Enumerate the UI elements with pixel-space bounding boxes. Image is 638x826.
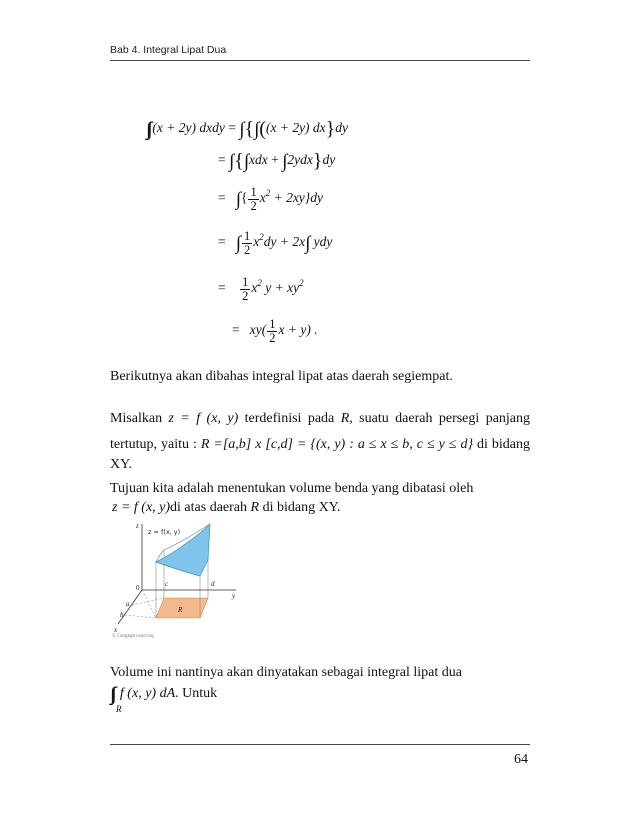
equation-line-1: ∫∫ (x + 2y) dxdy = ∫ {∫ ((x + 2y) dx}dy [146,118,349,140]
equation-line-4: = ∫ $\frac{1}{2}$ $x^2dy + 2x\int$ ydy [218,229,333,257]
paragraph-xy: XY. [110,457,132,472]
axis-x-label: x [114,626,118,634]
origin-label: 0 [136,584,140,592]
paragraph-tujuan: Tujuan kita adalah menentukan volume benda yang dibatasi oleh [110,481,474,496]
paragraph-z-above: z = f (x, y)di atas daerah R di bidang XY. [112,500,341,515]
math-z-fxy: z = f (x, y) [168,411,239,426]
label-d: d [211,580,215,588]
header-rule [110,60,530,61]
fraction-half: $\frac{1}{2}$ [243,229,251,257]
label-c: c [165,580,169,588]
integral-subscript-R: R [116,704,122,714]
fraction-half: $\frac{1}{2}$ [242,275,249,303]
footer-rule [110,744,530,745]
surface-label: z = f(x, y) [148,528,181,536]
running-header: Bab 4. Integral Lipat Dua [110,44,227,56]
paragraph-volume: Volume ini nantinya akan dinyatakan sebagai integral lipat dua [110,665,462,680]
volume-figure-svg [112,520,242,638]
guide-line [142,590,156,618]
paragraph-misalkan: Misalkan z = f (x, y) terdefinisi pada R, suatu daerah persegi panjang [110,411,531,426]
guide-line [125,615,156,618]
eq1-lhs: (x + 2y) dxdy [152,120,225,135]
label-a: a [126,600,130,608]
region-label: R [178,606,183,614]
double-integral-fdA: ∫∫ f (x, y) dA. Untuk [110,684,218,705]
volume-figure [112,520,242,638]
paragraph-intro: Berikutnya akan dibahas integral lipat atas daerah segiempat. [110,369,453,384]
fraction-half: $\frac{1}{2}$ [250,185,257,213]
figure-credit: © Cengage Learning [112,633,154,638]
paragraph-tertutup: tertutup, yaitu : R =[a,b] x [c,d] = {(x, y) : a ≤ x ≤ b, c ≤ y ≤ d} di bidang [110,437,531,452]
fraction-half: $\frac{1}{2}$ [269,317,276,345]
guide-line [132,598,164,605]
equation-line-2: = ∫ {∫ xdx + ∫ 2ydx}dy [218,150,336,172]
label-b: b [120,611,124,619]
equation-line-5: = $\frac{1}{2}$ $x^2$ $y + xy^2$ [218,275,304,303]
math-region-R: R =[a,b] x [c,d] = {(x, y) : a ≤ x ≤ b, c ≤ y ≤ d} [200,437,474,452]
axis-y-label: y [232,592,236,600]
equation-line-6: = xy( $\frac{1}{2}$ x + y) . [232,317,318,345]
equation-line-3: = ∫ { $\frac{1}{2}$ $x^2 + 2xy\}dy$ [218,185,323,213]
page-number: 64 [514,752,528,767]
axis-z-label: z [136,522,139,530]
